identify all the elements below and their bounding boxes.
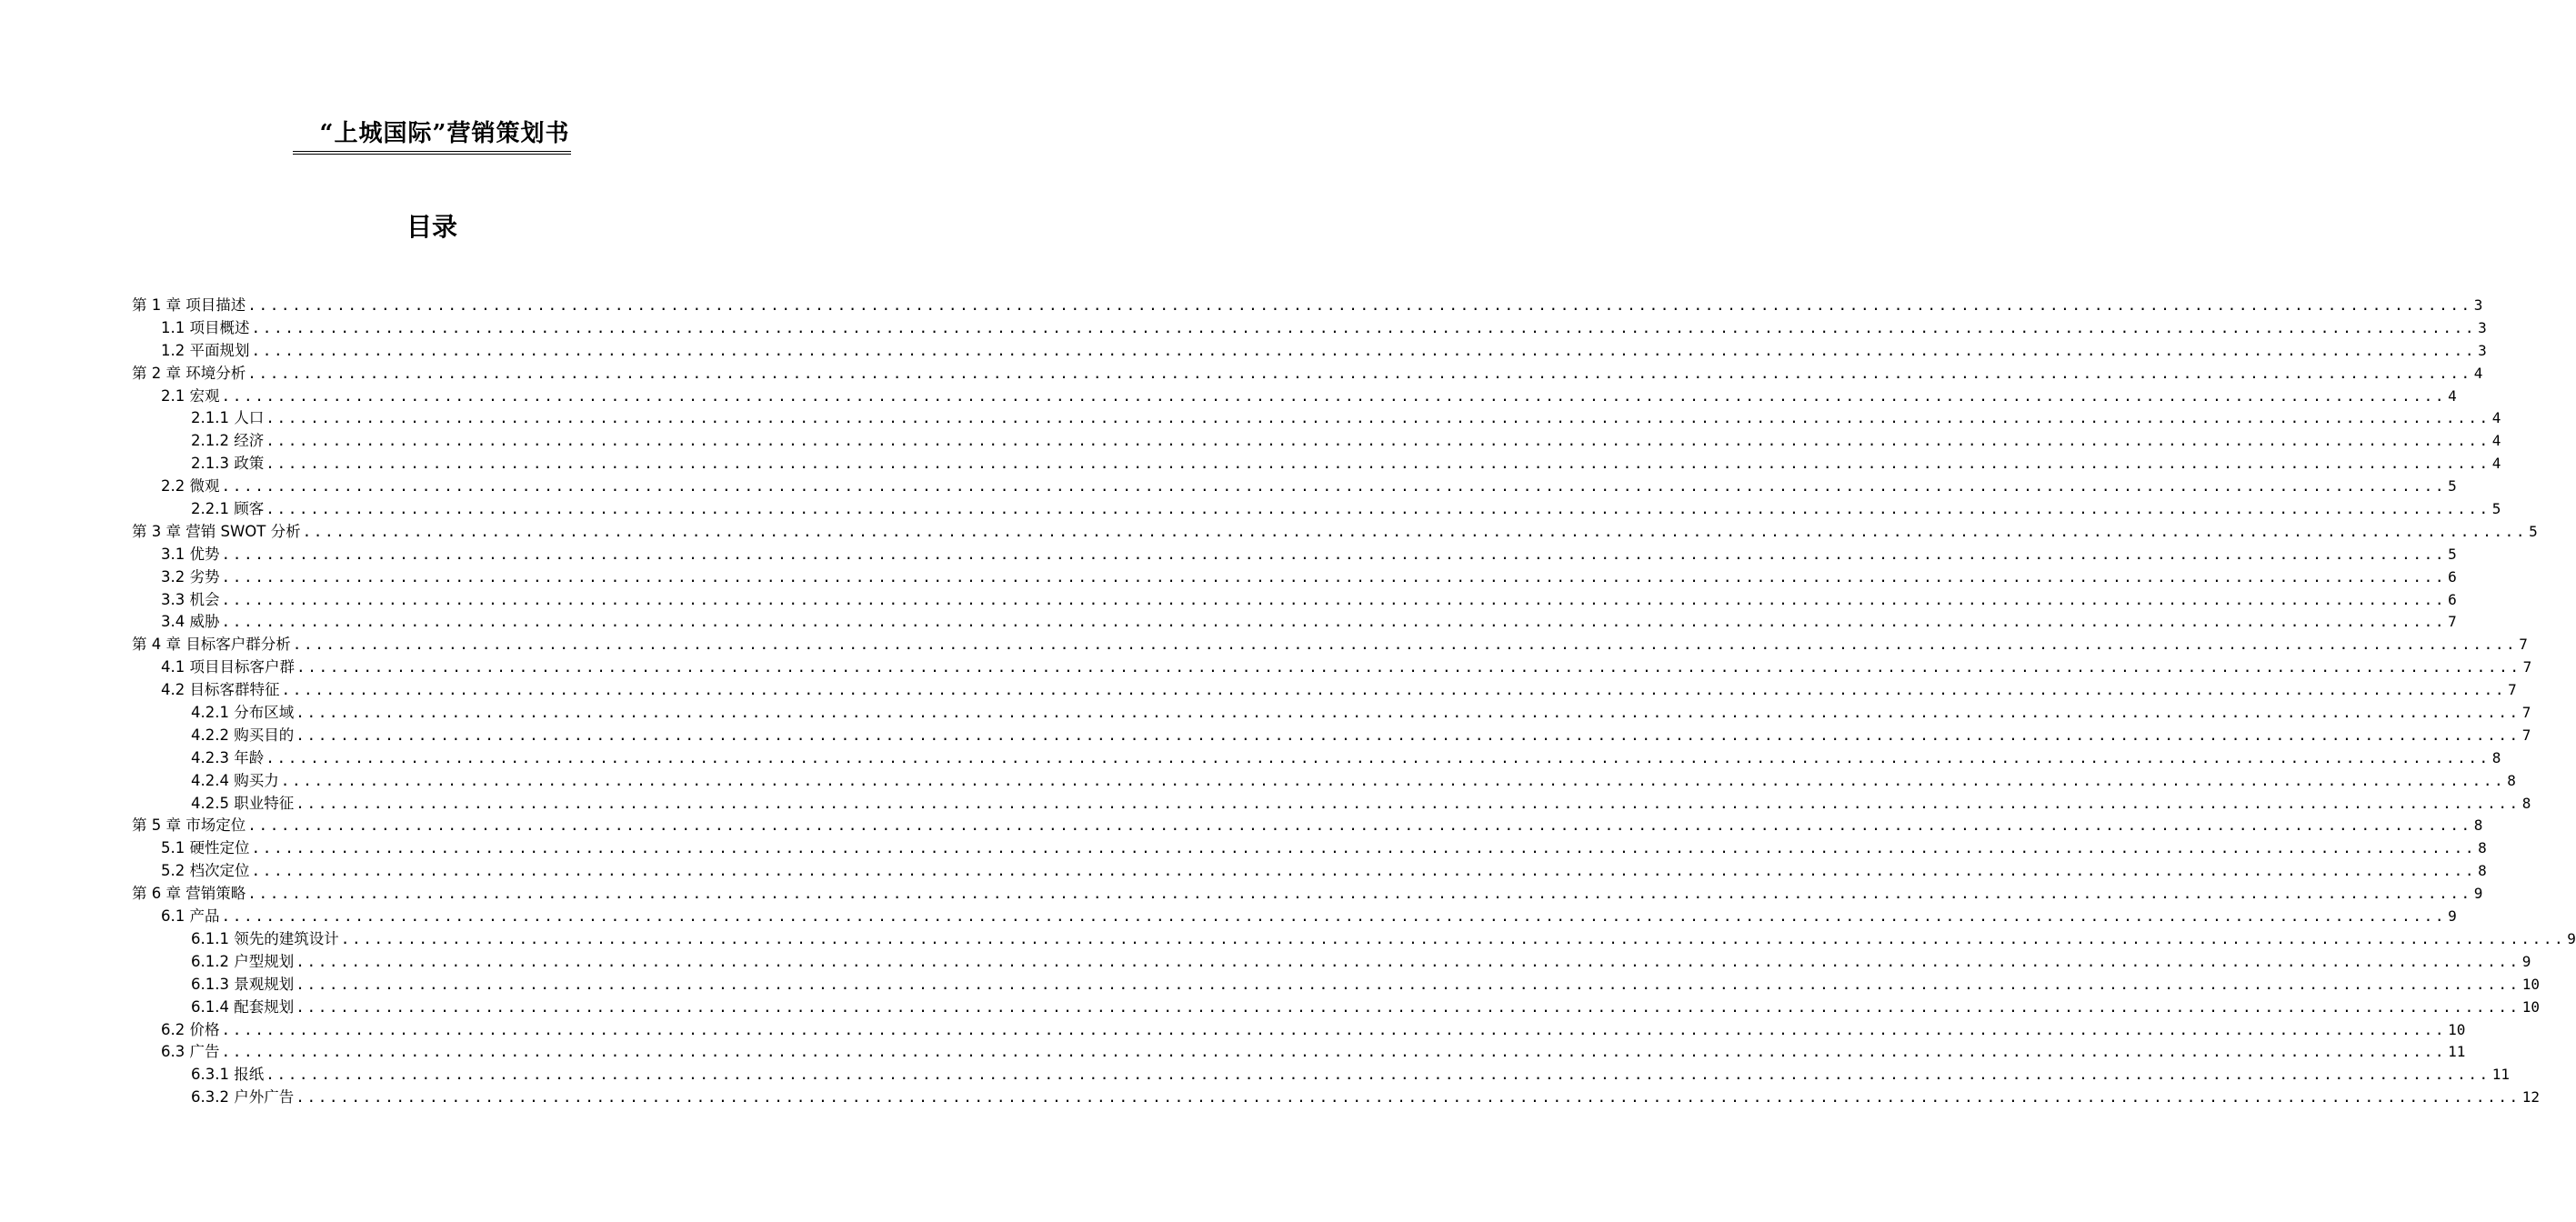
toc-dot-leader: ........................................................................................................................................................................................................ xyxy=(251,862,2477,880)
toc-entry[interactable] xyxy=(132,566,2457,589)
toc-entry[interactable] xyxy=(132,1019,2466,1042)
toc-entry-label: 2.1.2 经济 xyxy=(191,432,265,450)
toc-entry-page-number: 9 xyxy=(2473,885,2483,903)
toc-entry[interactable] xyxy=(132,725,2531,747)
toc-entry[interactable] xyxy=(132,476,2457,498)
toc-entry[interactable] xyxy=(132,1041,2466,1064)
toc-entry-page-number: 8 xyxy=(2473,816,2483,835)
toc-dot-leader: ........................................................................................................................................................................................................ xyxy=(221,590,2447,608)
toc-entry-page-number: 6 xyxy=(2448,590,2457,608)
toc-dot-leader: ........................................................................................................................................................................................................ xyxy=(302,522,2528,540)
toc-entry-label: 6.1.2 户型规划 xyxy=(191,952,295,970)
toc-dot-leader: ........................................................................................................................................................................................................ xyxy=(266,500,2491,518)
toc-entry-label: 第 2 章 环境分析 xyxy=(132,364,246,382)
toc-entry-page-number: 8 xyxy=(2507,771,2516,789)
toc-dot-leader: ........................................................................................................................................................................................................ xyxy=(266,748,2491,766)
toc-entry[interactable] xyxy=(132,363,2483,386)
toc-entry-page-number: 11 xyxy=(2448,1043,2466,1061)
toc-entry-label: 2.1 宏观 xyxy=(161,386,220,405)
toc-dot-leader: ........................................................................................................................................................................................................ xyxy=(292,636,2518,654)
toc-entry[interactable] xyxy=(132,634,2528,656)
toc-entry-label: 3.4 威胁 xyxy=(161,613,220,631)
toc-entry-label: 第 5 章 市场定位 xyxy=(132,816,246,835)
toc-entry[interactable] xyxy=(132,951,2531,974)
toc-entry-label: 6.1.1 领先的建筑设计 xyxy=(191,929,339,947)
toc-entry-label: 4.1 项目目标客户群 xyxy=(161,658,295,676)
toc-entry-page-number: 4 xyxy=(2491,432,2501,450)
toc-entry[interactable] xyxy=(132,793,2531,816)
toc-dot-leader: ........................................................................................................................................................................................................ xyxy=(296,658,2521,676)
toc-entry-label: 6.1.4 配套规划 xyxy=(191,997,295,1016)
toc-dot-leader: ........................................................................................................................................................................................................ xyxy=(251,318,2477,336)
toc-entry-label: 6.1 产品 xyxy=(161,907,220,926)
toc-entry-label: 第 6 章 营销策略 xyxy=(132,885,246,903)
toc-entry-page-number: 7 xyxy=(2448,613,2457,631)
toc-entry[interactable] xyxy=(132,883,2483,906)
toc-dot-leader: ........................................................................................................................................................................................................ xyxy=(221,545,2447,563)
toc-entry-page-number: 10 xyxy=(2448,1020,2466,1038)
toc-entry[interactable] xyxy=(132,770,2516,793)
toc-entry-label: 3.1 优势 xyxy=(161,545,220,563)
toc-entry[interactable] xyxy=(132,386,2457,408)
toc-entry[interactable] xyxy=(132,544,2457,566)
toc-dot-leader: ........................................................................................................................................................................................................ xyxy=(251,341,2477,359)
toc-entry-page-number: 11 xyxy=(2491,1066,2511,1084)
toc-dot-leader: ........................................................................................................................................................................................................ xyxy=(221,613,2447,631)
toc-dot-leader: ........................................................................................................................................................................................................ xyxy=(251,839,2477,857)
toc-dot-leader: ........................................................................................................................................................................................................ xyxy=(247,364,2472,382)
toc-dot-leader: ........................................................................................................................................................................................................ xyxy=(266,1066,2491,1084)
toc-entry[interactable] xyxy=(132,928,2576,951)
toc-entry[interactable] xyxy=(132,837,2487,860)
toc-dot-leader: ........................................................................................................................................................................................................ xyxy=(247,816,2472,835)
toc-entry[interactable] xyxy=(132,430,2501,453)
toc-entry-page-number: 7 xyxy=(2521,704,2531,722)
toc-entry-page-number: 4 xyxy=(2473,364,2483,382)
toc-entry-label: 6.3.2 户外广告 xyxy=(191,1088,295,1107)
toc-dot-leader: ........................................................................................................................................................................................................ xyxy=(296,794,2521,812)
toc-entry-page-number: 10 xyxy=(2521,997,2541,1016)
table-of-contents xyxy=(132,295,2576,1109)
toc-entry-page-number: 10 xyxy=(2521,975,2541,993)
toc-entry-label: 2.1.1 人口 xyxy=(191,409,265,427)
toc-dot-leader: ........................................................................................................................................................................................................ xyxy=(340,929,2566,947)
toc-entry[interactable] xyxy=(132,521,2538,544)
toc-entry[interactable] xyxy=(132,611,2457,634)
toc-dot-leader: ........................................................................................................................................................................................................ xyxy=(221,477,2447,496)
toc-dot-leader: ........................................................................................................................................................................................................ xyxy=(296,997,2521,1016)
toc-entry-label: 第 4 章 目标客户群分析 xyxy=(132,636,291,654)
toc-dot-leader: ........................................................................................................................................................................................................ xyxy=(296,952,2521,970)
toc-entry-page-number: 8 xyxy=(2478,862,2487,880)
toc-entry-page-number: 7 xyxy=(2519,636,2528,654)
toc-entry[interactable] xyxy=(132,295,2483,317)
toc-entry-page-number: 6 xyxy=(2448,567,2457,586)
toc-entry-page-number: 5 xyxy=(2529,522,2538,540)
toc-entry-page-number: 12 xyxy=(2521,1088,2541,1107)
toc-dot-leader: ........................................................................................................................................................................................................ xyxy=(221,567,2447,586)
toc-dot-leader: ........................................................................................................................................................................................................ xyxy=(247,885,2472,903)
toc-entry[interactable] xyxy=(132,974,2541,997)
toc-entry-page-number: 7 xyxy=(2508,681,2517,699)
toc-entry-page-number: 5 xyxy=(2491,500,2501,518)
toc-entry[interactable] xyxy=(132,747,2501,770)
toc-entry[interactable] xyxy=(132,679,2517,702)
toc-entry-page-number: 9 xyxy=(2448,907,2457,926)
toc-entry-label: 第 3 章 营销 SWOT 分析 xyxy=(132,522,301,540)
toc-entry[interactable] xyxy=(132,860,2487,883)
toc-entry-label: 4.2 目标客群特征 xyxy=(161,681,280,699)
toc-dot-leader: ........................................................................................................................................................................................................ xyxy=(266,409,2491,427)
toc-entry-label: 第 1 章 项目描述 xyxy=(132,296,246,314)
toc-dot-leader: ........................................................................................................................................................................................................ xyxy=(221,386,2447,405)
toc-entry[interactable] xyxy=(132,906,2457,928)
toc-dot-leader: ........................................................................................................................................................................................................ xyxy=(266,432,2491,450)
toc-entry[interactable] xyxy=(132,815,2483,837)
toc-entry-page-number: 3 xyxy=(2478,318,2487,336)
document-title: “上城国际”营销策划书 xyxy=(293,118,572,155)
toc-entry[interactable] xyxy=(132,453,2501,476)
toc-entry-page-number: 8 xyxy=(2521,794,2531,812)
toc-entry-label: 4.2.1 分布区域 xyxy=(191,704,295,722)
toc-dot-leader: ........................................................................................................................................................................................................ xyxy=(296,704,2521,722)
toc-entry-label: 4.2.4 购买力 xyxy=(191,771,279,789)
toc-entry-label: 5.2 档次定位 xyxy=(161,862,250,880)
toc-entry-label: 2.2.1 顾客 xyxy=(191,500,265,518)
toc-dot-leader: ........................................................................................................................................................................................................ xyxy=(296,1088,2521,1107)
toc-entry[interactable] xyxy=(132,317,2487,340)
toc-dot-leader: ........................................................................................................................................................................................................ xyxy=(281,681,2507,699)
toc-entry-label: 5.1 硬性定位 xyxy=(161,839,250,857)
toc-entry-label: 3.2 劣势 xyxy=(161,567,220,586)
toc-entry-page-number: 9 xyxy=(2521,952,2531,970)
toc-entry-page-number: 5 xyxy=(2448,477,2457,496)
toc-entry-page-number: 8 xyxy=(2478,839,2487,857)
toc-entry-label: 6.3.1 报纸 xyxy=(191,1066,265,1084)
toc-entry-label: 4.2.3 年龄 xyxy=(191,748,265,766)
toc-entry-page-number: 4 xyxy=(2448,386,2457,405)
toc-entry-page-number: 4 xyxy=(2491,455,2501,473)
toc-entry-page-number: 7 xyxy=(2521,726,2531,744)
toc-entry[interactable] xyxy=(132,1064,2511,1087)
document-title-container xyxy=(0,118,864,155)
toc-entry-label: 3.3 机会 xyxy=(161,590,220,608)
toc-entry[interactable] xyxy=(132,589,2457,612)
toc-dot-leader: ........................................................................................................................................................................................................ xyxy=(247,296,2472,314)
toc-entry-page-number: 3 xyxy=(2478,341,2487,359)
toc-entry-page-number: 4 xyxy=(2491,409,2501,427)
toc-entry-label: 6.2 价格 xyxy=(161,1020,220,1038)
toc-dot-leader: ........................................................................................................................................................................................................ xyxy=(221,1020,2447,1038)
toc-entry-label: 6.3 广告 xyxy=(161,1043,220,1061)
toc-entry[interactable] xyxy=(132,656,2532,679)
toc-entry-label: 2.2 微观 xyxy=(161,477,220,496)
toc-dot-leader: ........................................................................................................................................................................................................ xyxy=(280,771,2506,789)
toc-entry-page-number: 3 xyxy=(2473,296,2483,314)
toc-entry-label: 1.1 项目概述 xyxy=(161,318,250,336)
toc-entry[interactable] xyxy=(132,498,2501,521)
toc-entry-label: 2.1.3 政策 xyxy=(191,455,265,473)
toc-dot-leader: ........................................................................................................................................................................................................ xyxy=(221,1043,2447,1061)
toc-entry-page-number: 5 xyxy=(2448,545,2457,563)
toc-entry-page-number: 7 xyxy=(2522,658,2532,676)
toc-entry[interactable] xyxy=(132,702,2531,725)
toc-entry-page-number: 8 xyxy=(2491,748,2501,766)
toc-entry-page-number: 9 xyxy=(2567,929,2576,947)
toc-entry[interactable] xyxy=(132,1087,2541,1109)
toc-dot-leader: ........................................................................................................................................................................................................ xyxy=(221,907,2447,926)
toc-entry-label: 1.2 平面规划 xyxy=(161,341,250,359)
toc-dot-leader: ........................................................................................................................................................................................................ xyxy=(296,726,2521,744)
toc-dot-leader: ........................................................................................................................................................................................................ xyxy=(266,455,2491,473)
toc-entry-label: 4.2.2 购买目的 xyxy=(191,726,295,744)
toc-entry-label: 6.1.3 景观规划 xyxy=(191,975,295,993)
toc-dot-leader: ........................................................................................................................................................................................................ xyxy=(296,975,2521,993)
toc-entry[interactable] xyxy=(132,407,2501,430)
toc-heading: 目录 xyxy=(406,212,457,242)
toc-entry[interactable] xyxy=(132,340,2487,363)
toc-entry-label: 4.2.5 职业特征 xyxy=(191,794,295,812)
toc-entry[interactable] xyxy=(132,997,2541,1019)
